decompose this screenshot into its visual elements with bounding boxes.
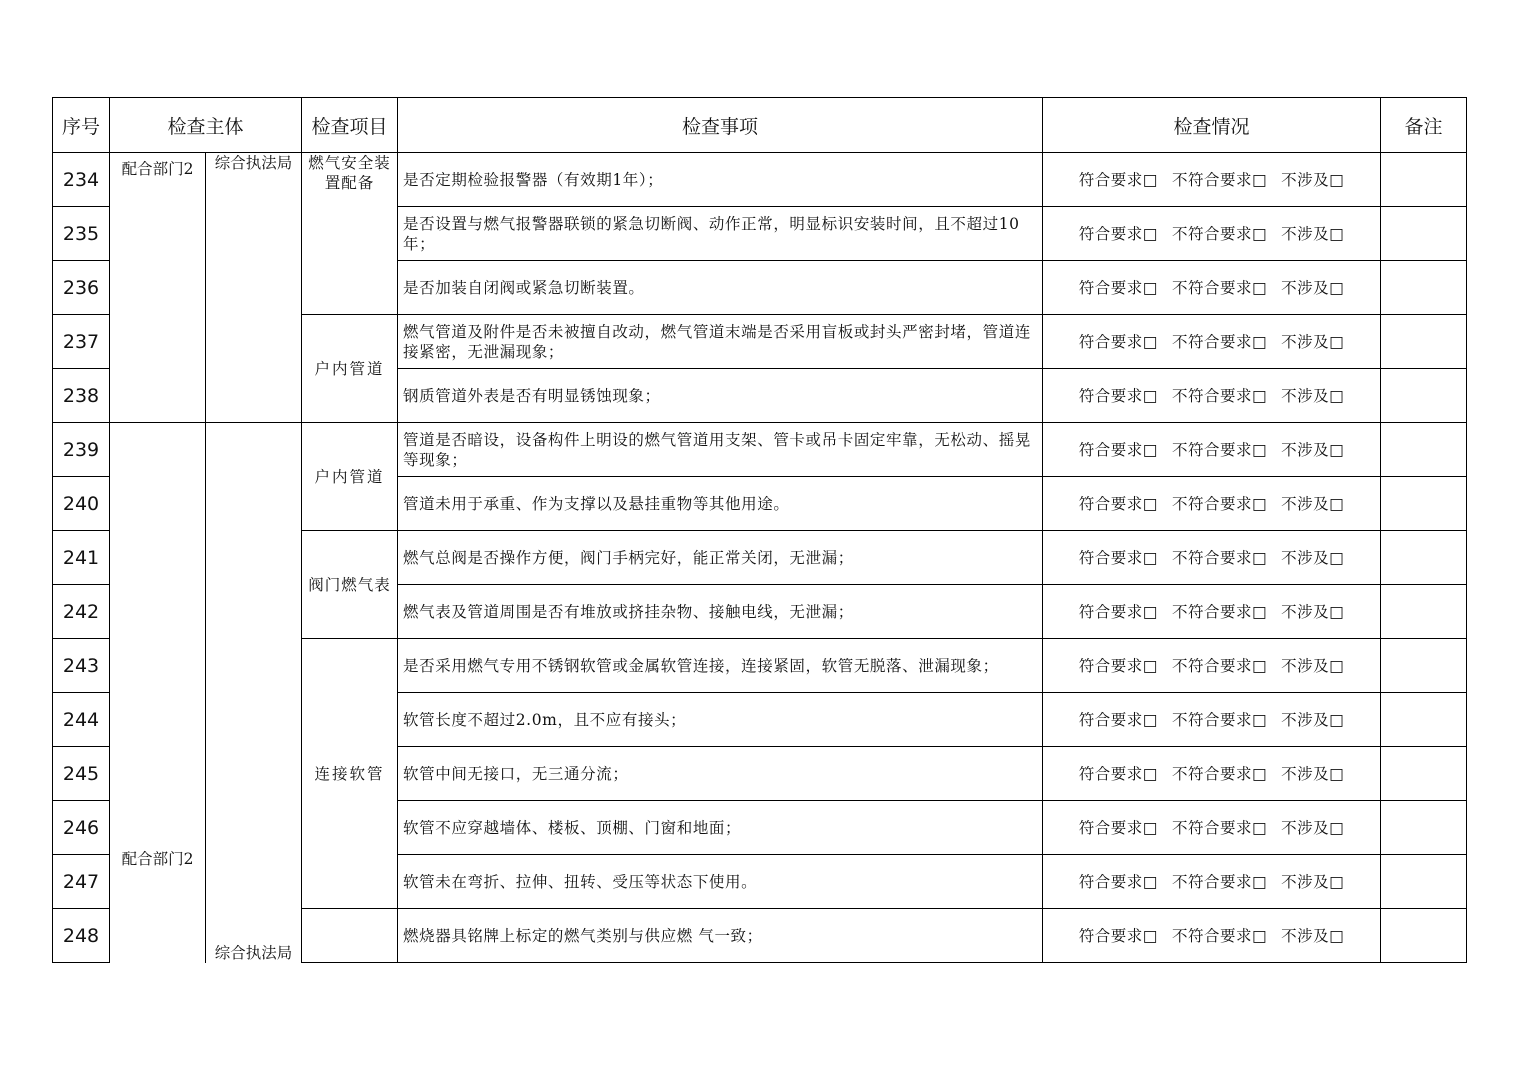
status-options[interactable]: [1043, 423, 1381, 477]
status-comply[interactable]: 符合要求□: [1078, 926, 1158, 945]
inspection-matter: 钢质管道外表是否有明显锈蚀现象；: [398, 369, 1043, 423]
inspection-matter: 管道未用于承重、作为支撑以及悬挂重物等其他用途。: [398, 477, 1043, 531]
enforcement-bureau: 综合执法局: [206, 153, 302, 423]
row-number: 243: [53, 639, 110, 693]
row-number: 236: [53, 261, 110, 315]
inspection-matter: 是否采用燃气专用不锈钢软管或金属软管连接，连接紧固，软管无脱落、泄漏现象；: [398, 639, 1043, 693]
status-comply[interactable]: 符合要求□: [1078, 386, 1158, 405]
status-na[interactable]: 不涉及□: [1281, 224, 1345, 243]
status-na[interactable]: 不涉及□: [1281, 602, 1345, 621]
status-na[interactable]: 不涉及□: [1281, 764, 1345, 783]
row-number: 240: [53, 477, 110, 531]
header-status: 检查情况: [1043, 98, 1381, 153]
status-comply[interactable]: 符合要求□: [1078, 548, 1158, 567]
status-not-comply[interactable]: 不符合要求□: [1171, 926, 1268, 945]
remark-cell[interactable]: [1381, 639, 1467, 693]
status-options[interactable]: [1043, 747, 1381, 801]
status-comply[interactable]: 符合要求□: [1078, 332, 1158, 351]
status-na[interactable]: 不涉及□: [1281, 332, 1345, 351]
status-comply[interactable]: 符合要求□: [1078, 602, 1158, 621]
status-not-comply[interactable]: 不符合要求□: [1171, 170, 1268, 189]
status-not-comply[interactable]: 不符合要求□: [1171, 872, 1268, 891]
remark-cell[interactable]: [1381, 693, 1467, 747]
status-options[interactable]: [1043, 477, 1381, 531]
cooperating-department: 配合部门2: [110, 153, 206, 423]
header-project: 检查项目: [302, 98, 398, 153]
status-not-comply[interactable]: 不符合要求□: [1171, 818, 1268, 837]
remark-cell[interactable]: [1381, 369, 1467, 423]
status-not-comply[interactable]: 不符合要求□: [1171, 602, 1268, 621]
status-comply[interactable]: 符合要求□: [1078, 656, 1158, 675]
inspection-matter: 燃气总阀是否操作方便，阀门手柄完好，能正常关闭，无泄漏；: [398, 531, 1043, 585]
remark-cell[interactable]: [1381, 585, 1467, 639]
remark-cell[interactable]: [1381, 801, 1467, 855]
inspection-matter: 软管长度不超过2.0m，且不应有接头；: [398, 693, 1043, 747]
inspection-matter: 燃烧器具铭牌上标定的燃气类别与供应燃 气一致；: [398, 909, 1043, 963]
status-options[interactable]: [1043, 909, 1381, 963]
inspection-project-empty: [302, 909, 398, 963]
inspection-project: 阀门燃气表: [302, 531, 398, 639]
remark-cell[interactable]: [1381, 423, 1467, 477]
remark-cell[interactable]: [1381, 315, 1467, 369]
status-comply[interactable]: 符合要求□: [1078, 710, 1158, 729]
row-number: 234: [53, 153, 110, 207]
inspection-table: [52, 97, 1467, 963]
inspection-matter: 燃气表及管道周围是否有堆放或挤挂杂物、接触电线，无泄漏；: [398, 585, 1043, 639]
row-number: 241: [53, 531, 110, 585]
header-row: [53, 98, 1467, 153]
status-na[interactable]: 不涉及□: [1281, 656, 1345, 675]
inspection-project: 燃气安全装置配备: [302, 153, 398, 315]
header-subject: 检查主体: [110, 98, 302, 153]
inspection-matter: 软管未在弯折、拉伸、扭转、受压等状态下使用。: [398, 855, 1043, 909]
status-na[interactable]: 不涉及□: [1281, 710, 1345, 729]
status-not-comply[interactable]: 不符合要求□: [1171, 224, 1268, 243]
status-not-comply[interactable]: 不符合要求□: [1171, 764, 1268, 783]
row-number: 245: [53, 747, 110, 801]
enforcement-bureau: 综合执法局: [206, 423, 302, 963]
status-options[interactable]: [1043, 585, 1381, 639]
inspection-matter: 是否定期检验报警器（有效期1年）；: [398, 153, 1043, 207]
status-not-comply[interactable]: 不符合要求□: [1171, 440, 1268, 459]
status-options[interactable]: [1043, 315, 1381, 369]
remark-cell[interactable]: [1381, 531, 1467, 585]
row-number: 235: [53, 207, 110, 261]
status-not-comply[interactable]: 不符合要求□: [1171, 656, 1268, 675]
row-number: 247: [53, 855, 110, 909]
table-row: [53, 153, 1467, 207]
remark-cell[interactable]: [1381, 153, 1467, 207]
header-remark: 备注: [1381, 98, 1467, 153]
status-comply[interactable]: 符合要求□: [1078, 764, 1158, 783]
inspection-matter: 是否加装自闭阀或紧急切断装置。: [398, 261, 1043, 315]
status-na[interactable]: 不涉及□: [1281, 386, 1345, 405]
table-row: [53, 423, 1467, 477]
row-number: 239: [53, 423, 110, 477]
status-na[interactable]: 不涉及□: [1281, 278, 1345, 297]
header-matter: 检查事项: [398, 98, 1043, 153]
status-not-comply[interactable]: 不符合要求□: [1171, 494, 1268, 513]
status-comply[interactable]: 符合要求□: [1078, 170, 1158, 189]
row-number: 244: [53, 693, 110, 747]
status-options[interactable]: [1043, 153, 1381, 207]
status-comply[interactable]: 符合要求□: [1078, 818, 1158, 837]
inspection-project: 连接软管: [302, 639, 398, 909]
row-number: 237: [53, 315, 110, 369]
status-na[interactable]: 不涉及□: [1281, 440, 1345, 459]
inspection-matter: 管道是否暗设，设备构件上明设的燃气管道用支架、管卡或吊卡固定牢靠，无松动、摇晃等现象；: [398, 423, 1043, 477]
row-number: 238: [53, 369, 110, 423]
status-not-comply[interactable]: 不符合要求□: [1171, 386, 1268, 405]
remark-cell[interactable]: [1381, 855, 1467, 909]
row-number: 246: [53, 801, 110, 855]
status-options[interactable]: [1043, 531, 1381, 585]
status-na[interactable]: 不涉及□: [1281, 548, 1345, 567]
status-options[interactable]: [1043, 207, 1381, 261]
status-comply[interactable]: 符合要求□: [1078, 224, 1158, 243]
status-not-comply[interactable]: 不符合要求□: [1171, 710, 1268, 729]
status-options[interactable]: [1043, 369, 1381, 423]
status-options[interactable]: [1043, 801, 1381, 855]
status-options[interactable]: [1043, 261, 1381, 315]
status-options[interactable]: [1043, 855, 1381, 909]
remark-cell[interactable]: [1381, 909, 1467, 963]
remark-cell[interactable]: [1381, 477, 1467, 531]
header-seq: 序号: [53, 98, 110, 153]
remark-cell[interactable]: [1381, 261, 1467, 315]
status-comply[interactable]: 符合要求□: [1078, 872, 1158, 891]
status-na[interactable]: 不涉及□: [1281, 818, 1345, 837]
row-number: 242: [53, 585, 110, 639]
status-comply[interactable]: 符合要求□: [1078, 440, 1158, 459]
status-not-comply[interactable]: 不符合要求□: [1171, 548, 1268, 567]
status-comply[interactable]: 符合要求□: [1078, 494, 1158, 513]
cooperating-department: 配合部门2: [110, 423, 206, 963]
status-not-comply[interactable]: 不符合要求□: [1171, 332, 1268, 351]
inspection-project: 户内管道: [302, 423, 398, 531]
inspection-matter: 软管中间无接口，无三通分流；: [398, 747, 1043, 801]
inspection-matter: 是否设置与燃气报警器联锁的紧急切断阀、动作正常，明显标识安装时间，且不超过10年；: [398, 207, 1043, 261]
inspection-matter: 软管不应穿越墙体、楼板、顶棚、门窗和地面；: [398, 801, 1043, 855]
inspection-matter: 燃气管道及附件是否未被擅自改动，燃气管道末端是否采用盲板或封头严密封堵，管道连接紧密，无泄漏现象；: [398, 315, 1043, 369]
status-na[interactable]: 不涉及□: [1281, 494, 1345, 513]
remark-cell[interactable]: [1381, 747, 1467, 801]
inspection-project: 户内管道: [302, 315, 398, 423]
status-na[interactable]: 不涉及□: [1281, 872, 1345, 891]
status-na[interactable]: 不涉及□: [1281, 926, 1345, 945]
status-options[interactable]: [1043, 693, 1381, 747]
status-comply[interactable]: 符合要求□: [1078, 278, 1158, 297]
status-options[interactable]: [1043, 639, 1381, 693]
remark-cell[interactable]: [1381, 207, 1467, 261]
row-number: 248: [53, 909, 110, 963]
status-na[interactable]: 不涉及□: [1281, 170, 1345, 189]
status-not-comply[interactable]: 不符合要求□: [1171, 278, 1268, 297]
